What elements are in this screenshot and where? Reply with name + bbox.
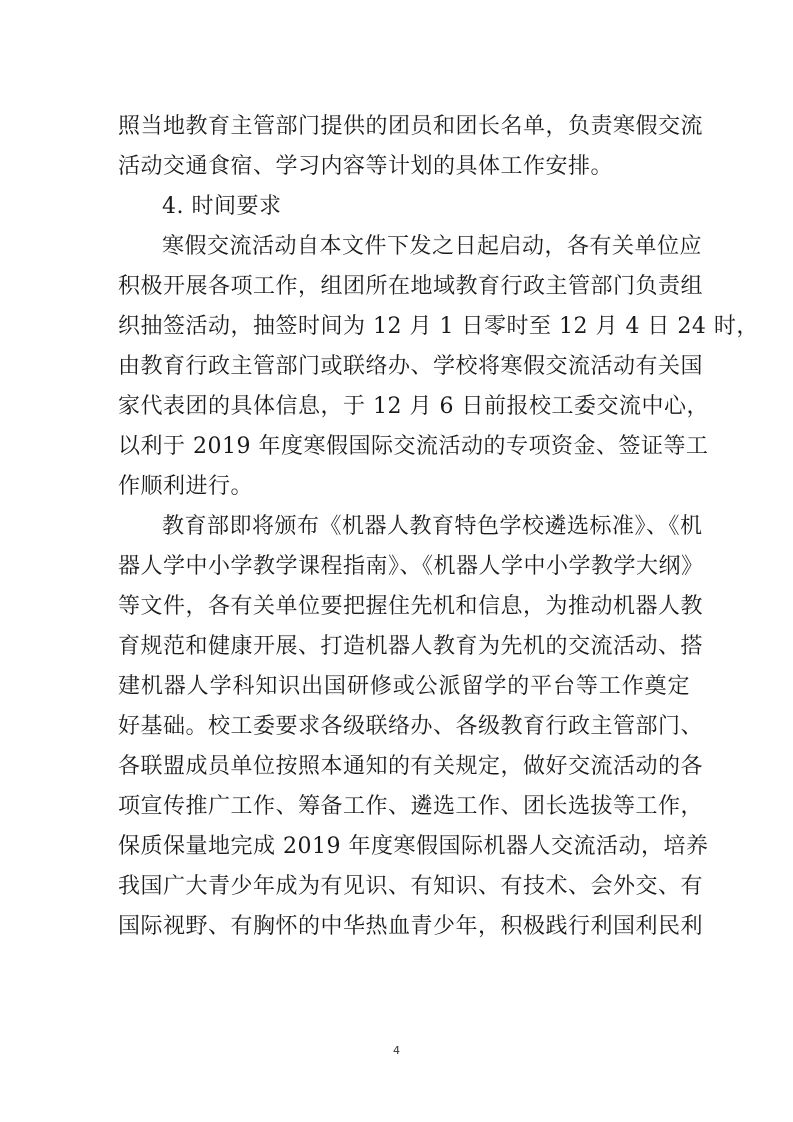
text-line: 育规范和健康开展、打造机器人教育为先机的交流活动、搭 — [118, 634, 704, 659]
text-line: 保质保量地完成 2019 年度寒假国际机器人交流活动，培养 — [118, 834, 709, 859]
text-line: 以利于 2019 年度寒假国际交流活动的专项资金、签证等工 — [118, 434, 709, 459]
section-heading: 4. 时间要求 — [162, 194, 282, 219]
text-line: 好基础。校工委要求各级联络办、各级教育行政主管部门、 — [118, 714, 704, 739]
text-line: 国际视野、有胸怀的中华热血青少年，积极践行利国利民利 — [118, 914, 704, 939]
text-line: 家代表团的具体信息，于 12 月 6 日前报校工委交流中心， — [118, 394, 709, 419]
text-line: 建机器人学科知识出国研修或公派留学的平台等工作奠定 — [118, 674, 690, 699]
document-body — [118, 107, 759, 947]
text-line: 教育部即将颁布《机器人教育特色学校遴选标准》、《机 — [162, 514, 703, 539]
text-line: 织抽签活动，抽签时间为 12 月 1 日零时至 12 月 4 日 24 时， — [118, 314, 759, 339]
text-line: 器人学中小学教学课程指南》、《机器人学中小学教学大纲》 — [118, 554, 704, 579]
text-line: 项宣传推广工作、筹备工作、遴选工作、团长选拔等工作， — [118, 794, 704, 819]
text-line: 照当地教育主管部门提供的团员和团长名单，负责寒假交流 — [118, 114, 704, 139]
text-line: 作顺利进行。 — [118, 474, 254, 499]
page-number: 4 — [393, 1044, 400, 1057]
text-line: 我国广大青少年成为有见识、有知识、有技术、会外交、有 — [118, 874, 704, 899]
text-line: 等文件，各有关单位要把握住先机和信息，为推动机器人教 — [118, 594, 704, 619]
text-line: 由教育行政主管部门或联络办、学校将寒假交流活动有关国 — [118, 354, 704, 379]
text-line: 各联盟成员单位按照本通知的有关规定，做好交流活动的各 — [118, 754, 704, 779]
text-line: 寒假交流活动自本文件下发之日起启动，各有关单位应 — [162, 234, 703, 259]
text-line: 积极开展各项工作，组团所在地域教育行政主管部门负责组 — [118, 274, 704, 299]
text-line: 活动交通食宿、学习内容等计划的具体工作安排。 — [118, 154, 614, 179]
